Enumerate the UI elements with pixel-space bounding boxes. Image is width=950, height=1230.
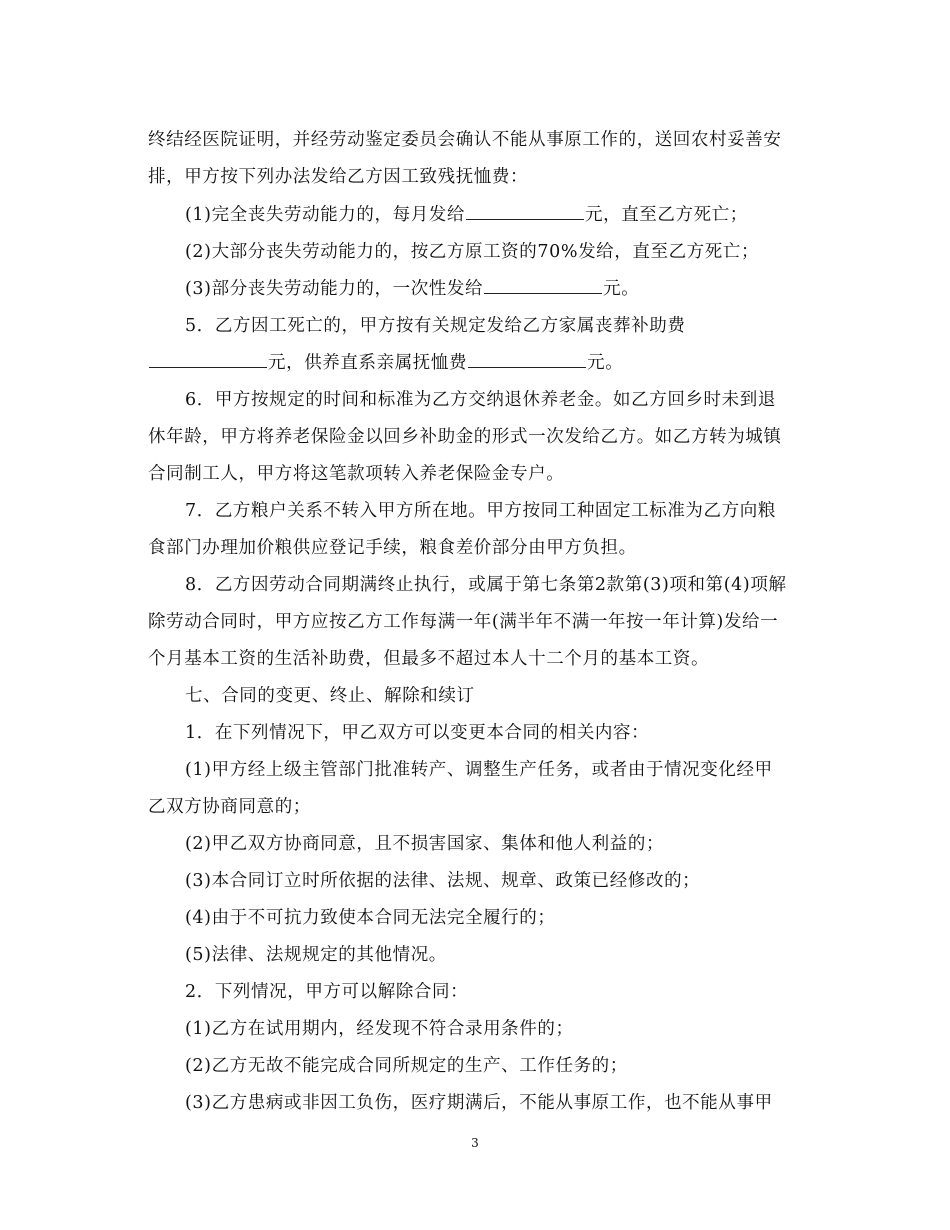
paragraph-line: 乙双方协商同意的；	[148, 797, 311, 817]
line-text: 元。	[587, 353, 624, 373]
paragraph-line: (3)乙方患病或非因工负伤，医疗期满后，不能从事原工作，也不能从事甲	[185, 1093, 773, 1113]
fill-in-blank[interactable]	[466, 203, 584, 220]
page-number: 3	[471, 1136, 479, 1150]
paragraph-line: (2)乙方无故不能完成合同所规定的生产、工作任务的；	[185, 1056, 628, 1076]
section-heading: 七、合同的变更、终止、解除和续订	[185, 686, 475, 706]
paragraph-line: (2)大部分丧失劳动能力的，按乙方原工资的70%发给，直至乙方死亡；	[185, 242, 760, 262]
fill-in-blank[interactable]	[149, 351, 267, 368]
paragraph-line: (3)本合同订立时所依据的法律、法规、规章、政策已经修改的；	[185, 871, 701, 891]
paragraph-line: (5)法律、法规规定的其他情况。	[185, 945, 447, 965]
paragraph-line: 2．下列情况，甲方可以解除合同：	[185, 982, 469, 1002]
paragraph-line: (1)甲方经上级主管部门批准转产、调整生产任务，或者由于情况变化经甲	[185, 760, 773, 780]
line-text: 元。	[603, 279, 640, 299]
paragraph-line: 1．在下列情况下，甲乙双方可以变更本合同的相关内容：	[185, 723, 650, 743]
paragraph-line: 7．乙方粮户关系不转入甲方所在地。甲方按同工种固定工标准为乙方向粮	[185, 501, 776, 521]
fill-in-blank[interactable]	[468, 351, 586, 368]
paragraph-line: 合同制工人，甲方将这笔款项转入养老保险金专户。	[148, 464, 565, 484]
paragraph-line: 8．乙方因劳动合同期满终止执行，或属于第七条第2款第(3)项和第(4)项解	[185, 575, 787, 595]
paragraph-line-with-blank	[185, 203, 748, 227]
paragraph-line: 食部门办理加价粮供应登记手续，粮食差价部分由甲方负担。	[148, 538, 637, 558]
line-text: 元，供养直系亲属抚恤费	[268, 353, 468, 373]
line-text: 元，直至乙方死亡；	[585, 205, 748, 225]
paragraph-line: 终结经医院证明，并经劳动鉴定委员会确认不能从事原工作的，送回农村妥善安	[148, 130, 782, 150]
paragraph-line-with-blank	[148, 351, 623, 375]
paragraph-line: 6．甲方按规定的时间和标准为乙方交纳退休养老金。如乙方回乡时未到退	[185, 390, 776, 410]
paragraph-line: 休年龄，甲方将养老保险金以回乡补助金的形式一次发给乙方。如乙方转为城镇	[148, 427, 782, 447]
paragraph-line-with-blank	[185, 277, 639, 301]
paragraph-line: (1)乙方在试用期内，经发现不符合录用条件的；	[185, 1019, 574, 1039]
paragraph-line: 个月基本工资的生活补助费，但最多不超过本人十二个月的基本工资。	[148, 649, 710, 669]
line-text: (1)完全丧失劳动能力的，每月发给	[185, 205, 465, 225]
paragraph-line: (4)由于不可抗力致使本合同无法完全履行的；	[185, 908, 556, 928]
paragraph-line: 排，甲方按下列办法发给乙方因工致残抚恤费：	[148, 167, 529, 187]
paragraph-line: (2)甲乙双方协商同意，且不损害国家、集体和他人利益的；	[185, 834, 665, 854]
fill-in-blank[interactable]	[484, 277, 602, 294]
paragraph-line: 5．乙方因工死亡的，甲方按有关规定发给乙方家属丧葬补助费	[185, 316, 686, 336]
line-text: (3)部分丧失劳动能力的，一次性发给	[185, 279, 484, 299]
paragraph-line: 除劳动合同时，甲方应按乙方工作每满一年(满半年不满一年按一年计算)发给一	[148, 612, 779, 632]
